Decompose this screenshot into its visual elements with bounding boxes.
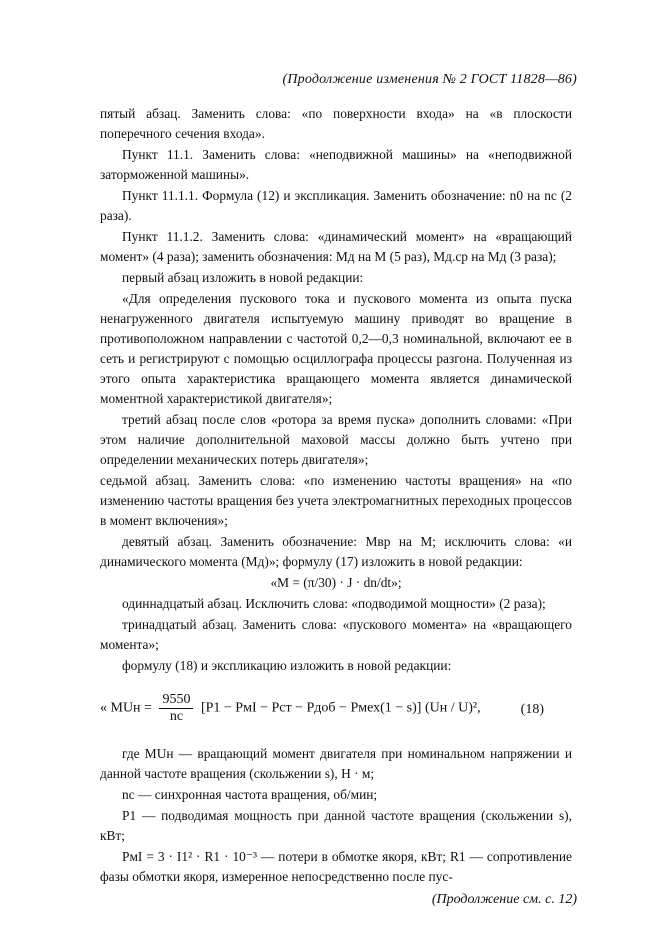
formula-lhs: « MUн = [100,700,152,716]
paragraph-third-abzac: третий абзац после слов «ротора за время пуска» дополнить словами: «При этом наличие дополнительной маховой массы должно быть учтено при определении механических потерь двигателя»; [100,412,572,467]
paragraph-quote-new-text: «Для определения пускового тока и пускового момента из опыта пуска ненагруженного двигателя испытуемую машину приводят во вращение в противоположном направлении с частотой 0,2—0,3 номинальной, включают ее в сеть и регистрируют с помощью осциллографа процессы разгона. Полученная из этого опыта характеристика вращающего момента является динамической моментной характеристикой двигателя»; [100,291,572,406]
paragraph-seventh-abzac: седьмой абзац. Заменить слова: «по изменению частоты вращения» на «по изменению частоты вращения без учета электромагнитных переходных процессов в момент включения»; [100,473,572,528]
formula-numerator: 9550 [159,692,193,709]
paragraph-ninth-abzac: девятый абзац. Заменить обозначение: Mвр на M; исключить слова: «и динамического момента (Mд)»; формулу (17) изложить в новой редакции: [100,534,572,569]
explication-pm1: PмI = 3 · I1² · R1 · 10⁻³ — потери в обмотке якоря, кВт; R1 — сопротивление фазы обмотки якоря, измеренное непосредственно после пус- [100,849,572,884]
paragraph-eleventh-abzac: одиннадцатый абзац. Исключить слова: «подводимой мощности» (2 раза); [122,596,546,611]
paragraph-first-abzac: первый абзац изложить в новой редакции: [122,270,364,285]
paragraph-formula-18-intro: формулу (18) и экспликацию изложить в новой редакции: [122,658,452,673]
paragraph-thirteenth-abzac: тринадцатый абзац. Заменить слова: «пускового момента» на «вращающего момента»; [100,617,572,652]
formula-fraction [159,692,193,725]
formula-number: (18) [520,702,544,717]
paragraph-11-1: Пункт 11.1. Заменить слова: «неподвижной машины» на «неподвижной заторможенной машины». [100,147,572,182]
explication-m-un: где MUн — вращающий момент двигателя при номинальном напряжении и данной частоте вращения (скольжении s), Н · м; [100,746,572,781]
paragraph-11-1-1: Пункт 11.1.1. Формула (12) и экспликация. Заменить обозначение: n0 на nс (2 раза). [100,188,572,223]
continuation-footer: (Продолжение см. с. 12) [431,892,577,907]
paragraph-fifth-abzac: пятый абзац. Заменить слова: «по поверхности входа» на «в плоскости поперечного сечения входа». [100,106,572,141]
explication-p1: P1 — подводимая мощность при данной частоте вращения (скольжении s), кВт; [100,808,572,843]
formula-closing: , [477,700,481,716]
document-body [100,104,572,888]
paragraph-11-1-2: Пункт 11.1.2. Заменить слова: «динамический момент» на «вращающий момент» (4 раза); заменить обозначения: Mд на M (5 раз), Mд.ср на Mд (3 раза); [100,229,572,264]
running-header: (Продолжение изменения № 2 ГОСТ 11828—86) [282,72,577,87]
formula-18 [100,684,572,734]
explication-nc: nс — синхронная частота вращения, об/мин; [122,787,378,802]
formula-17: «M = (π/30) · J · dn/dt»; [270,575,402,590]
formula-body: [P1 − PмI − Pст − Pдоб − Pмех(1 − s)] (Uн / U)² [200,700,478,716]
formula-denominator: nс [169,709,184,724]
